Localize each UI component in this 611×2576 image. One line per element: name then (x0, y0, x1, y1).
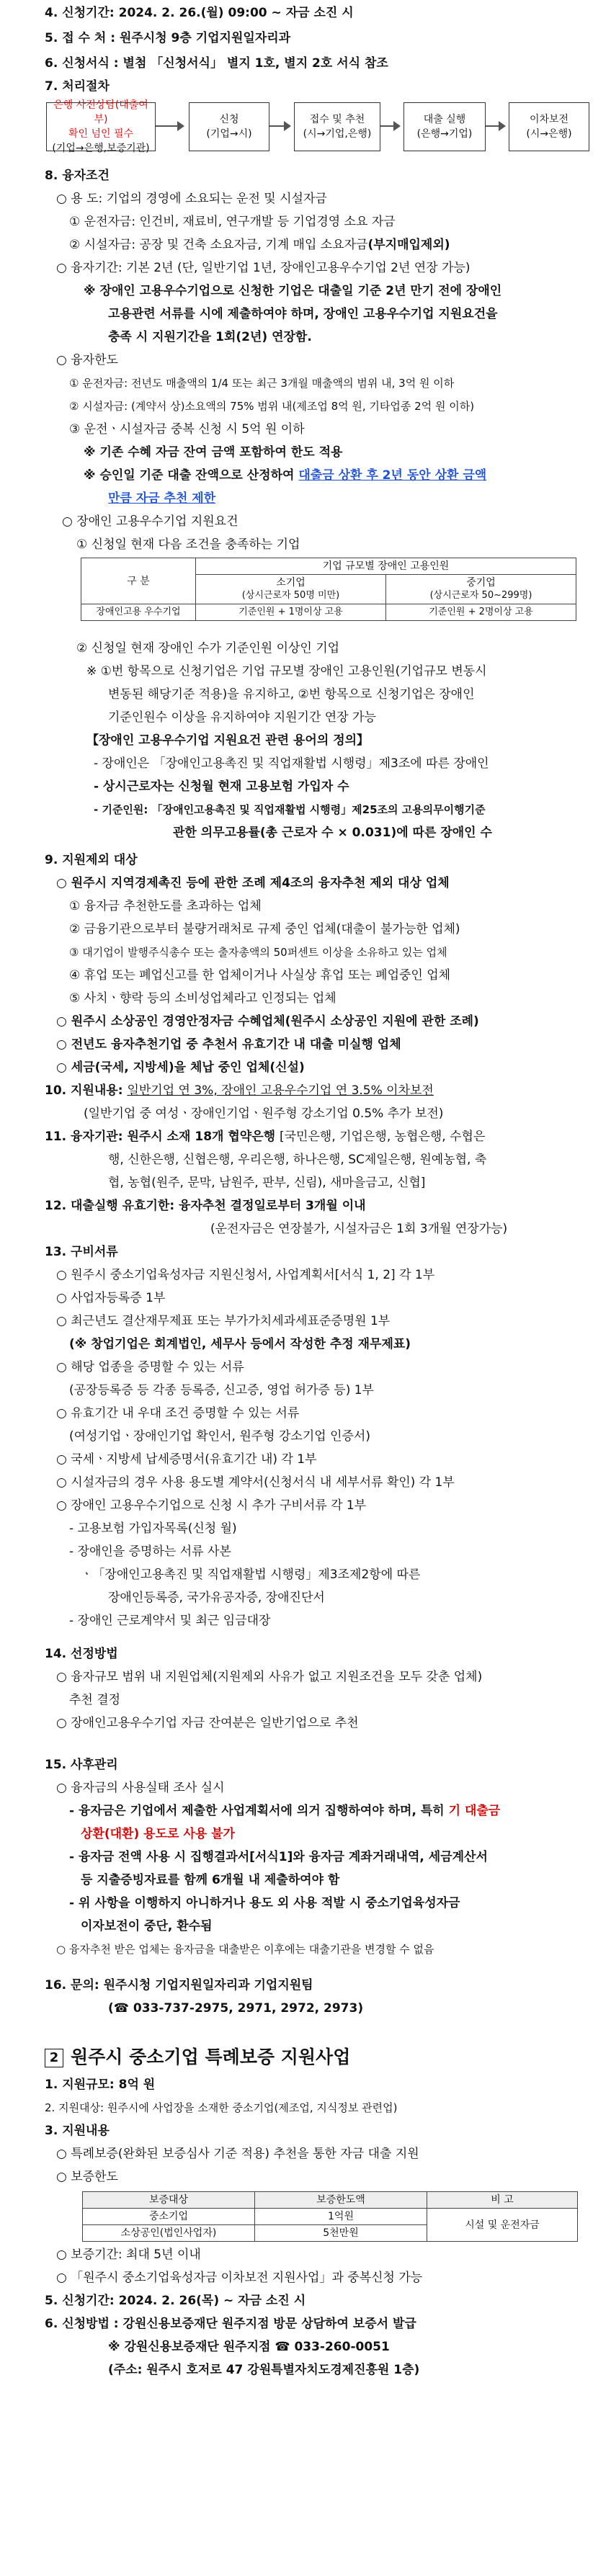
term-standard-2: 관한 의무고용률(총 근로자 수 × 0.031)에 따른 장애인 수 (173, 826, 492, 840)
selection-a-cont: 추천 결정 (69, 1693, 121, 1707)
flow-arrow-3 (380, 125, 395, 127)
flow-step-interest-l1: 이차보전 (529, 114, 569, 125)
note-repay (84, 467, 486, 484)
term-standard-1: - 기준인원: 「장애인고용촉진 및 직업재활법 시행령」제25조의 고용의무이행기준 (94, 803, 486, 816)
s2-method-contact: ※ 강원신용보증재단 원주지점 ☎ 033-260-0051 (108, 2340, 390, 2354)
flow-step-consult-l3: (기업→은행,보증기관) (52, 143, 150, 154)
tbl1-row-small: 기준인원 + 1명이상 고용 (196, 604, 386, 621)
limit-both: ③ 운전ㆍ시설자금 중복 신청 시 5억 원 이하 (69, 422, 305, 437)
disabled-req-heading: ○ 장애인 고용우수기업 지원요건 (62, 514, 238, 529)
note-limit: ※ 기존 수혜 자금 잔여 금액 포함하여 한도 적용 (84, 445, 343, 460)
exclusion-heading: 9. 지원제외 대상 (45, 853, 138, 867)
followup-violation-2: 이자보전이 중단, 환수됨 (81, 1919, 213, 1933)
flow-step-loan (403, 102, 486, 151)
selection-b: ○ 장애인고용우수기업 자금 잔여분은 일반기업으로 추천 (56, 1716, 359, 1730)
tbl1-header-mid (386, 575, 576, 604)
flow-arrow-2 (269, 125, 285, 127)
use-facility-note: (부지매입제외) (367, 238, 450, 252)
exclusion-b: ○ 원주시 소상공인 경영안정자금 수혜업체(원주시 소상공인 지원에 관한 조례) (56, 1014, 479, 1029)
disabled-employment-table (81, 558, 576, 621)
tbl2-r1a: 중소기업 (83, 2209, 255, 2225)
limit-facility: ② 시설자금: (계약서 상)소요액의 75% 범위 내(제조업 8억 원, 기타업종 2억 원 이하) (69, 400, 475, 413)
flow-step-consult (46, 99, 156, 154)
note-maintain-1: ※ ①번 항목으로 신청기업은 기업 규모별 장애인 고용인원(기업규모 변동시 (86, 664, 487, 679)
doc-disabled: ○ 장애인 고용우수기업으로 신청 시 추가 구비서류 각 1부 (56, 1498, 367, 1513)
support-content-label: 10. 지원내용: (45, 1083, 128, 1098)
note-extension-2: 고용관련 서류를 시에 제출하여야 하며, 장애인 고용우수기업 지원요건을 (108, 307, 498, 321)
doc-preferential: ○ 유효기간 내 우대 조건 증명할 수 있는 서류 (56, 1406, 300, 1421)
support-content (45, 1082, 434, 1099)
note-maintain-2: 변동된 해당기준 적용)을 유지하고, ②번 항목으로 신청기업은 장애인 (108, 687, 475, 702)
banks-list-2: 행, 신한은행, 신협은행, 우리은행, 하나은행, SC제일은행, 원예농협, 축 (108, 1153, 487, 1167)
followup-usage-1 (69, 1802, 500, 1820)
banks-list-1: [국민은행, 기업은행, 농협은행, 수협은 (280, 1130, 486, 1144)
followup-usage-text: - 융자금은 기업에서 제출한 사업계획서에 의거 집행하여야 하며, 특히 (69, 1804, 449, 1818)
section2-number: 2 (45, 2049, 63, 2067)
limit-operating: ① 운전자금: 전년도 매출액의 1/4 또는 최근 3개월 매출액의 범위 내, 3억 원 이하 (69, 377, 455, 390)
tbl1-header-small-title: 소기업 (276, 577, 306, 589)
selection-heading: 14. 선정방법 (45, 1647, 118, 1661)
flow-step-loan-l1: 대출 실행 (423, 114, 466, 125)
validity-line: 12. 대출실행 유효기한: 융자추천 결정일로부터 3개월 이내 (45, 1199, 366, 1213)
doc-contract: ○ 시설자금의 경우 사용 용도별 계약서(신청서식 내 세부서류 확인) 각 1부 (56, 1475, 455, 1490)
doc-industry: ○ 해당 업종을 증명할 수 있는 서류 (56, 1360, 244, 1374)
documents-heading: 13. 구비서류 (45, 1245, 118, 1259)
exclusion-a: ○ 원주시 지역경제촉진 등에 관한 조례 제4조의 융자추천 제외 대상 업체 (56, 876, 450, 890)
use-line: ○ 용 도: 기업의 경영에 소요되는 운전 및 시설자금 (56, 192, 327, 206)
contact-line: 16. 문의: 원주시청 기업지원일자리과 기업지원팀 (45, 1978, 313, 1993)
flow-step-review-l1: 접수 및 추천 (309, 114, 365, 125)
banks-line-1 (45, 1128, 485, 1145)
exclusion-d: ○ 세금(국세, 지방세)을 체납 중인 업체(신설) (56, 1060, 305, 1075)
tbl2-note: 시설 및 운전자금 (427, 2209, 578, 2242)
tbl2-h3: 비 고 (427, 2192, 578, 2209)
doc-application: ○ 원주시 중소기업육성자금 지원신청서, 사업계획서[서식 1, 2] 각 1부 (56, 1268, 435, 1282)
followup-usage-2: 상환(대환) 용도로 사용 불가 (81, 1827, 235, 1841)
exclusion-4: ④ 휴업 또는 폐업신고를 한 업체이거나 사실상 휴업 또는 폐업중인 업체 (69, 968, 451, 983)
tbl1-row-mid: 기준인원 + 2명이상 고용 (386, 604, 576, 621)
flow-arrow-4-head (499, 121, 506, 131)
tbl2-r2a: 소상공인(법인사업자) (83, 2225, 255, 2242)
support-content-value: 일반기업 연 3%, 장애인 고용우수기업 연 3.5% 이차보전 (127, 1083, 434, 1098)
exclusion-c: ○ 전년도 융자추천기업 중 추천서 유효기간 내 대출 미실행 업체 (56, 1037, 401, 1052)
use-facility (69, 236, 450, 254)
tbl2-h1: 보증대상 (83, 2192, 255, 2209)
tbl1-header-top: 기업 규모별 장애인 고용인원 (196, 558, 576, 575)
flow-step-review-l2: (시→기업,은행) (303, 128, 372, 140)
doc-disabled-b: - 장애인을 증명하는 서류 사본 (69, 1544, 231, 1559)
flow-step-apply-l2: (기업→시) (206, 128, 252, 140)
tbl1-header-label: 구 분 (81, 558, 196, 604)
followup-violation-1: - 위 사항을 이행하지 아니하거나 용도 외 사용 적발 시 중소기업육성자금 (69, 1896, 460, 1910)
tbl1-row-label: 장애인고용 우수기업 (81, 604, 196, 621)
flow-step-interest-l2: (시→은행) (526, 128, 572, 140)
doc-disabled-d: 장애인등록증, 국가유공자증, 장애진단서 (108, 1591, 325, 1605)
tbl2-h2: 보증한도액 (255, 2192, 427, 2209)
contact-phone: (☎ 033-737-2975, 2971, 2972, 2973) (108, 2001, 364, 2016)
disabled-req-2: ② 신청일 현재 장애인 수가 기준인원 이상인 기업 (76, 641, 340, 656)
exclusion-2: ② 금융기관으로부터 불량거래처로 규제 중인 업체(대출이 불가능한 업체) (69, 922, 460, 936)
exclusion-3: ③ 대기업이 발행주식총수 또는 출자총액의 50퍼센트 이상을 소유하고 있는 업체 (69, 946, 447, 959)
doc-industry-note: (공장등록증 등 각종 등록증, 신고증, 영업 허가증 등) 1부 (69, 1383, 374, 1397)
flow-step-interest (509, 102, 589, 151)
term-worker: - 상시근로자는 신청월 현재 고용보험 가입자 수 (94, 779, 349, 794)
selection-a: ○ 융자규모 범위 내 지원업체(지원제외 사유가 없고 지원조건을 모두 갖춘 업체) (56, 1670, 483, 1684)
doc-tax: ○ 국세ㆍ지방세 납세증명서(유효기간 내) 각 1부 (56, 1452, 317, 1467)
exclusion-5: ⑤ 사치ㆍ향락 등의 소비성업체라고 인정되는 업체 (69, 991, 336, 1006)
s2-content-1: ○ 특례보증(완화된 보증심사 기준 적용) 추천을 통한 자금 대출 지원 (56, 2147, 419, 2161)
note-extension-1: ※ 장애인 고용우수기업으로 신청한 기업은 대출일 기준 2년 만기 전에 장애인 (84, 284, 502, 298)
process-heading: 7. 처리절차 (45, 79, 110, 94)
loan-period: ○ 융자기간: 기본 2년 (단, 일반기업 1년, 장애인고용우수기업 2년 연장 가능) (56, 261, 470, 275)
followup-bank-change: ○ 융자추천 받은 업체는 융자금을 대출받은 이후에는 대출기관을 변경할 수 없음 (56, 1943, 434, 1956)
section2-title-text: 원주시 중소기업 특례보증 지원사업 (71, 2047, 351, 2067)
exclusion-1: ① 융자금 추천한도를 초과하는 업체 (69, 899, 262, 913)
tbl1-header-small (196, 575, 386, 604)
reception-line: 5. 접 수 처 : 원주시청 9층 기업지원일자리과 (45, 31, 291, 45)
flow-arrow-1-head (177, 121, 184, 131)
tbl2-r1b: 1억원 (255, 2209, 427, 2225)
tbl1-header-mid-title: 중기업 (466, 577, 496, 589)
loan-terms-heading: 8. 융자조건 (45, 169, 110, 183)
section2-title (45, 2043, 350, 2069)
flow-arrow-4 (486, 125, 500, 127)
doc-registration: ○ 사업자등록증 1부 (56, 1291, 166, 1305)
tbl1-header-mid-sub: (상시근로자 50~299명) (429, 590, 532, 601)
apply-period-line: 4. 신청기간: 2024. 2. 26.(월) 09:00 ~ 자금 소진 시 (45, 6, 354, 20)
s2-method-address: (주소: 원주시 호저로 47 강원특별자치도경제진흥원 1층) (108, 2363, 420, 2377)
s2-target: 2. 지원대상: 원주시에 사업장을 소재한 중소기업(제조업, 지식정보 관련업) (45, 2101, 398, 2114)
doc-disabled-e: - 장애인 근로계약서 및 최근 임금대장 (69, 1614, 271, 1628)
disabled-req-1: ① 신청일 현재 다음 조건을 충족하는 기업 (76, 537, 300, 552)
followup-heading: 15. 사후관리 (45, 1758, 118, 1772)
banks-label: 11. 융자기관: 원주시 소재 18개 협약은행 (45, 1130, 280, 1144)
doc-financial-note: (※ 창업기업은 회계법인, 세무사 등에서 작성한 추정 재무제표) (69, 1337, 411, 1351)
note-extension-3: 충족 시 지원기간을 1회(2년) 연장함. (108, 330, 312, 344)
doc-preferential-note: (여성기업ㆍ장애인기업 확인서, 원주형 강소기업 인증서) (69, 1429, 370, 1444)
flow-arrow-2-head (284, 121, 291, 131)
flow-step-loan-l2: (은행→기업) (416, 128, 473, 140)
s2-content-heading: 3. 지원내용 (45, 2124, 110, 2138)
flow-step-review (294, 102, 380, 151)
doc-financial: ○ 최근년도 결산재무제표 또는 부가가치세과세표준증명원 1부 (56, 1314, 391, 1328)
flow-arrow-1 (156, 125, 179, 127)
flow-step-consult-l2: 확인 넘인 필수 (68, 128, 134, 140)
s2-period: 5. 신청기간: 2024. 2. 26(목) ~ 자금 소진 시 (45, 2294, 306, 2308)
banks-list-3: 협, 농협(원주, 문막, 남원주, 판부, 신림), 새마을금고, 신협] (108, 1176, 426, 1190)
term-disabled: - 장애인은 「장애인고용촉진 및 직업재활법 시행령」제3조에 따른 장애인 (94, 756, 489, 771)
followup-report-2: 등 지출증빙자료를 함께 6개월 내 제출하여야 함 (81, 1873, 340, 1887)
flow-step-apply (189, 102, 269, 151)
use-operating: ① 운전자금: 인건비, 재료비, 연구개발 등 기업경영 소요 자금 (69, 215, 396, 229)
flow-step-apply-l1: 신청 (219, 114, 239, 125)
tbl2-r2b: 5천만원 (255, 2225, 427, 2242)
s2-method: 6. 신청방법 : 강원신용보증재단 원주지점 방문 상담하여 보증서 발급 (45, 2317, 416, 2331)
s2-content-2: ○ 보증한도 (56, 2170, 118, 2184)
followup-survey: ○ 융자금의 사용실태 조사 실시 (56, 1781, 225, 1795)
tbl1-header-small-sub: (상시근로자 50명 미만) (241, 590, 340, 601)
followup-report-1: - 융자금 전액 사용 시 집행결과서[서식1]와 융자금 계좌거래내역, 세금계산서 (69, 1850, 488, 1864)
followup-usage-red: 기 대출금 (448, 1804, 501, 1818)
note-repay-highlight: 대출금 상환 후 2년 동안 상환 금액 (298, 468, 487, 483)
s2-scale: 1. 지원규모: 8억 원 (45, 2078, 156, 2092)
s2-content-3: ○ 보증기간: 최대 5년 이내 (56, 2248, 201, 2262)
flow-arrow-3-head (393, 121, 401, 131)
note-repay-text: ※ 승인일 기준 대출 잔액으로 산정하여 (84, 468, 299, 483)
support-content-note: (일반기업 중 여성ㆍ장애인기업ㆍ원주형 강소기업 0.5% 추가 보전) (84, 1106, 444, 1121)
s2-content-4: ○ 「원주시 중소기업육성자금 이차보전 지원사업」과 중복신청 가능 (56, 2271, 423, 2285)
use-facility-text: ② 시설자금: 공장 및 건축 소요자금, 기계 매입 소요자금 (69, 238, 368, 252)
note-repay-end: 만큼 자금 추천 제한 (108, 491, 216, 506)
doc-disabled-a: - 고용보험 가입자목록(신청 월) (69, 1521, 237, 1536)
guarantee-limit-table (82, 2191, 578, 2242)
form-line: 6. 신청서식 : 별첨 「신청서식」 별지 1호, 별지 2호 서식 참조 (45, 56, 388, 71)
doc-disabled-c: ㆍ「장애인고용촉진 및 직업재활법 시행령」제3조제2항에 따른 (81, 1567, 421, 1582)
flow-step-consult-l1: 은행 사전상담(대출여부) (53, 99, 148, 125)
note-maintain-3: 기준인원수 이상을 유지하여야 지원기간 연장 가능 (108, 710, 376, 725)
loan-limit-heading: ○ 융자한도 (56, 353, 118, 367)
validity-note: (운전자금은 연장불가, 시설자금은 1회 3개월 연장가능) (210, 1222, 508, 1236)
terms-heading: 【장애인 고용우수기업 지원요건 관련 용어의 정의】 (86, 733, 370, 748)
